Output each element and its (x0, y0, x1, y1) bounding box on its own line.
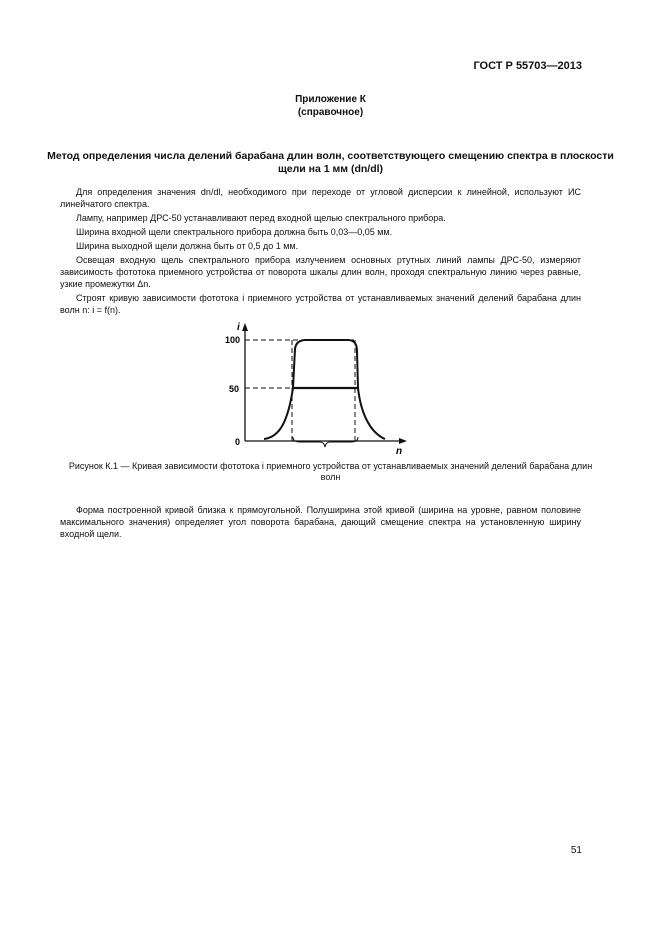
conclusion-paragraph: Форма построенной кривой близка к прямоугольной. Полуширина этой кривой (ширина на уровне, равном половине максимального значения) определяет угол поворота барабана, дающий смещение спектра на установленную ширину входной щели. (60, 505, 581, 539)
y-axis-arrow (242, 323, 248, 331)
y-axis-label: i (237, 322, 240, 333)
standard-number: ГОСТ Р 55703—2013 (473, 60, 582, 72)
paragraph-3: Ширина входной щели спектрального прибора должна быть 0,03—0,05 мм. (76, 227, 393, 237)
tick-label-50: 50 (229, 384, 240, 394)
body-text (60, 186, 581, 316)
half-width-brace (293, 437, 358, 447)
x-axis-label: n (396, 446, 403, 457)
annex-subtitle: (справочное) (297, 107, 364, 118)
page-number: 51 (570, 845, 582, 856)
photocurrent-curve-figure (220, 321, 420, 457)
method-title: Метод определения числа делений барабана длин волн, соответствующего смещению спектра в плоскости щели на 1 мм (dn/dl) (47, 150, 614, 175)
paragraph-1: Для определения значения dn/dl, необходимого при переходе от угловой дисперсии к линейной, используют ИС линейчатого спектра. (60, 187, 581, 209)
conclusion-text (60, 504, 581, 540)
photocurrent-curve (264, 340, 385, 439)
tick-label-0: 0 (235, 437, 241, 447)
paragraph-5: Освещая входную щель спектрального прибора излучением основных ртутных линий лампы ДРС-50, измеряют зависимость фототока приемного устройства от поворота шкалы длин волн, проходя спектральную линию через равные, узкие промежутки Δn. (60, 255, 581, 289)
paragraph-6: Строят кривую зависимости фототока i приемного устройства от устанавливаемых значений делений барабана длин волн n: i = f(n). (60, 293, 581, 315)
annex-title: Приложение К (295, 94, 366, 105)
figure-caption: Рисунок К.1 — Кривая зависимости фототока i приемного устройства от устанавливаемых значений делений барабана длин волн (68, 461, 593, 482)
paragraph-4: Ширина выходной щели должна быть от 0,5 до 1 мм. (76, 241, 299, 251)
paragraph-2: Лампу, например ДРС-50 устанавливают перед входной щелью спектрального прибора. (76, 213, 446, 223)
tick-label-100: 100 (225, 335, 241, 345)
x-axis-arrow (399, 438, 407, 444)
